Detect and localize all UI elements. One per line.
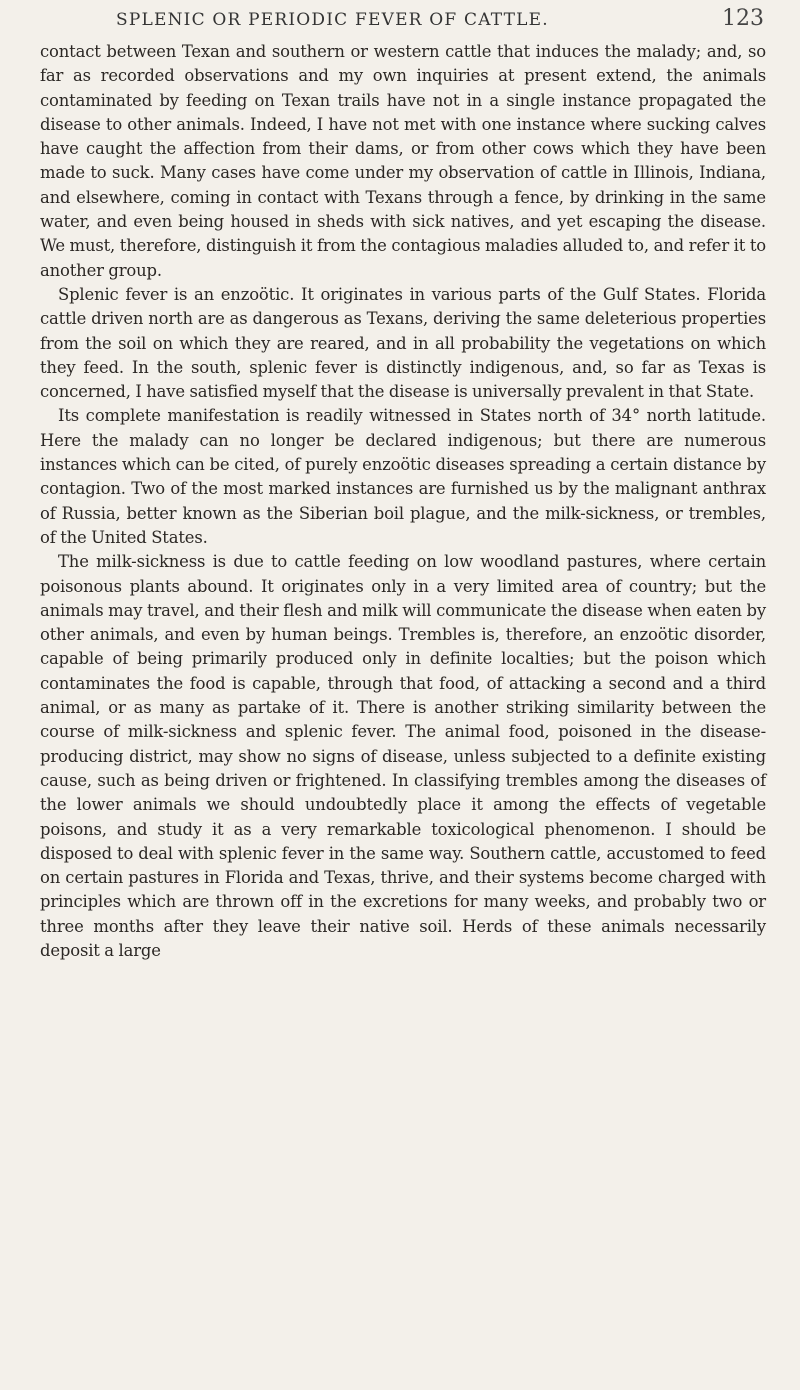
paragraph-milk-sickness: The milk-sickness is due to cattle feeding on low woodland pastures, where certain poisonous plants abound. It originates only in a very limited area of country; but the animals may travel, and their flesh and milk will communicate the disease when eaten by other animals, and even by human beings. Trembles is, therefore, an enzoötic disorder, capable of being primarily produced only in definite localties; but the poison which contaminates the food is capable, through that food, of attacking a second and a third animal, or as many as partake of it. There is another striking similarity between the course of milk-sickness and splenic fever. The animal food, poisoned in the disease-producing district, may show no signs of disease, unless subjected to a definite existing cause, such as being driven or frightened. In classifying trembles among the diseases of the lower animals we should undoubtedly place it among the effects of vegetable poisons, and study it as a very remarkable toxicological phenomenon. I should be disposed to deal with splenic fever in the same way. Southern cattle, accustomed to feed on certain pastures in Florida and Texas, thrive, and their systems become charged with principles which are thrown off in the excretions for many weeks, and probably two or three months after they leave their native soil. Herds of these animals necessarily deposit a large xyxy=(40,552,766,960)
running-head: SPLENIC OR PERIODIC FEVER OF CATTLE. xyxy=(116,10,549,30)
paragraph-manifestation: Its complete manifestation is readily witnessed in States north of 34° north latitude. Here the malady can no longer be declared indigenous; but there are numerous instances which can be cited, of purely enzoötic diseases spreading a certain distance by contagion. Two of the most marked instances are furnished us by the malignant anthrax of Russia, better known as the Siberian boil plague, and the milk-sickness, or trembles, of the United States. xyxy=(40,406,766,547)
paragraph-enzootic: Splenic fever is an enzoötic. It originates in various parts of the Gulf States. Florida cattle driven north are as dangerous as Texans, deriving the same deleterious properties from the soil on which they are reared, and in all probability the vegetations on which they feed. In the south, splenic fever is distinctly indigenous, and, so far as Texas is concerned, I have satisfied myself that the disease is universally prevalent in that State. xyxy=(40,284,766,402)
book-page xyxy=(40,6,766,1380)
body-text xyxy=(40,40,766,963)
page-header xyxy=(40,6,766,40)
paragraph-continued: contact between Texan and southern or western cattle that induces the malady; and, so far as recorded observations and my own inquiries at present extend, the animals contaminated by feeding on Texan trails have not in a single instance propagated the disease to other animals. Indeed, I have not met with one instance where sucking calves have caught the affection from their dams, or from other cows which they have been made to suck. Many cases have come under my observation of cattle in Illinois, Indiana, and elsewhere, coming in contact with Texans through a fence, by drinking in the same water, and even being housed in sheds with sick natives, and yet escaping the disease. We must, therefore, distinguish it from the contagious maladies alluded to, and refer it to another group. xyxy=(40,42,766,280)
page-number: 123 xyxy=(722,6,764,31)
